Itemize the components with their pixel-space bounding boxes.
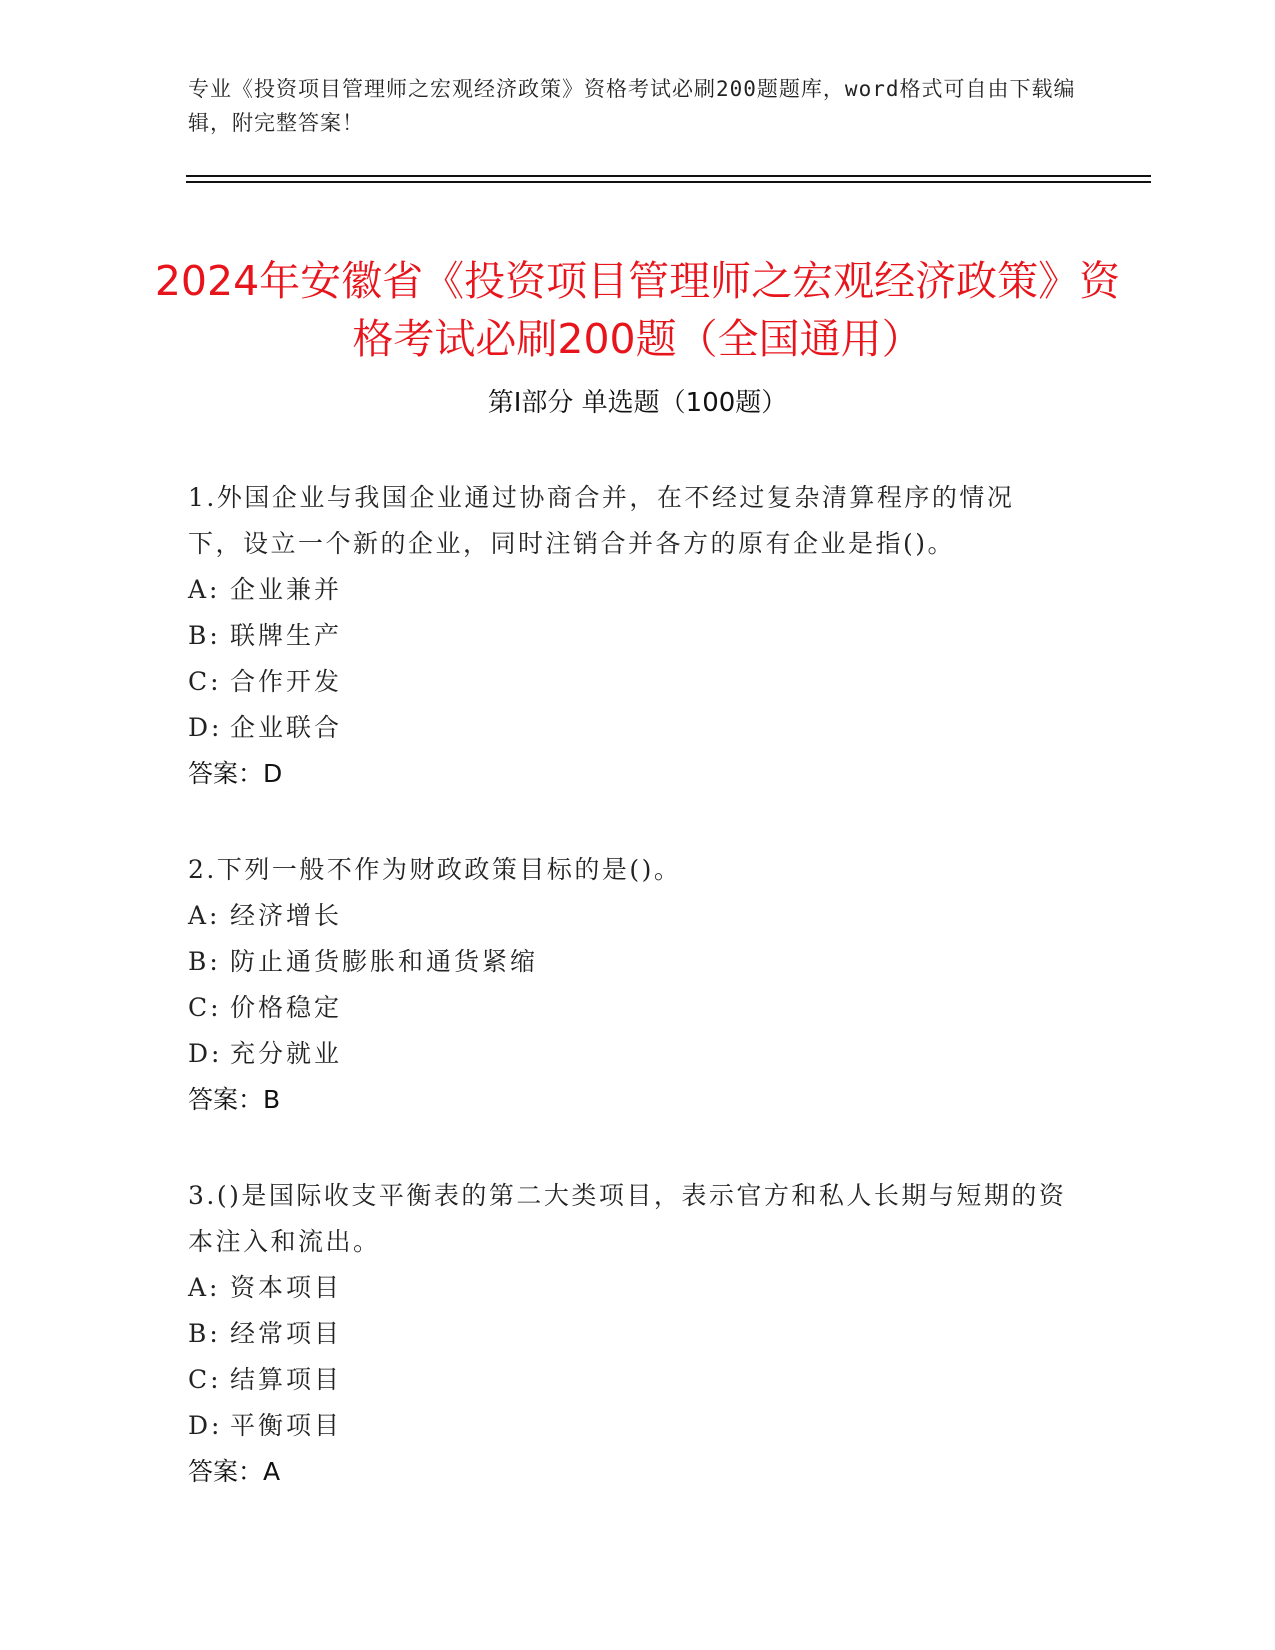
option-b [188,613,1068,659]
option-text: 经济增长 [230,901,343,930]
question-stem: 1.外国企业与我国企业通过协商合并，在不经过复杂清算程序的情况下，设立一个新的企业，同时注销合并各方的原有企业是指()。 [188,483,1015,558]
option-d [188,705,1068,751]
option-key: A: [188,901,221,930]
option-d [188,1031,1068,1077]
header-divider-thick [186,181,1151,183]
option-text: 结算项目 [230,1365,343,1394]
option-c [188,659,1068,705]
option-a [188,567,1068,613]
option-key: A: [188,1273,221,1302]
header-note: 专业《投资项目管理师之宏观经济政策》资格考试必刷200题题库，word格式可自由下载编辑，附完整答案！ [188,77,1076,135]
question-stem: 2.下列一般不作为财政政策目标的是()。 [188,855,682,884]
option-key: B: [188,1319,221,1348]
question-stem: 3.()是国际收支平衡表的第二大类项目，表示官方和私人长期与短期的资本注入和流出。 [188,1181,1067,1256]
document-title: 2024年安徽省《投资项目管理师之宏观经济政策》资格考试必刷200题（全国通用） [154,257,1121,364]
option-text: 平衡项目 [230,1411,343,1440]
option-text: 企业联合 [230,713,343,742]
question-3 [188,1173,1068,1495]
option-text: 防止通货膨胀和通货紧缩 [230,947,539,976]
option-text: 价格稳定 [230,993,343,1022]
option-c [188,1357,1068,1403]
option-text: 联牌生产 [230,621,343,650]
question-list [188,475,1068,1545]
option-key: B: [188,947,221,976]
option-b [188,939,1068,985]
option-a [188,893,1068,939]
header-divider-thin [186,175,1151,177]
option-key: D: [188,1411,223,1440]
option-key: C: [188,1365,222,1394]
question-1 [188,475,1068,797]
option-text: 企业兼并 [230,575,343,604]
option-key: C: [188,993,222,1022]
option-key: D: [188,713,223,742]
option-text: 充分就业 [230,1039,343,1068]
option-b [188,1311,1068,1357]
option-a [188,1265,1068,1311]
option-key: C: [188,667,222,696]
option-d [188,1403,1068,1449]
answer: 答案：A [188,1457,281,1486]
option-text: 资本项目 [230,1273,343,1302]
section-title: 第Ⅰ部分 单选题（100题） [487,388,788,418]
option-text: 经常项目 [230,1319,343,1348]
question-2 [188,847,1068,1123]
option-key: D: [188,1039,223,1068]
option-key: B: [188,621,221,650]
option-c [188,985,1068,1031]
answer: 答案：B [188,1085,281,1114]
option-text: 合作开发 [230,667,343,696]
answer: 答案：D [188,759,283,788]
option-key: A: [188,575,221,604]
